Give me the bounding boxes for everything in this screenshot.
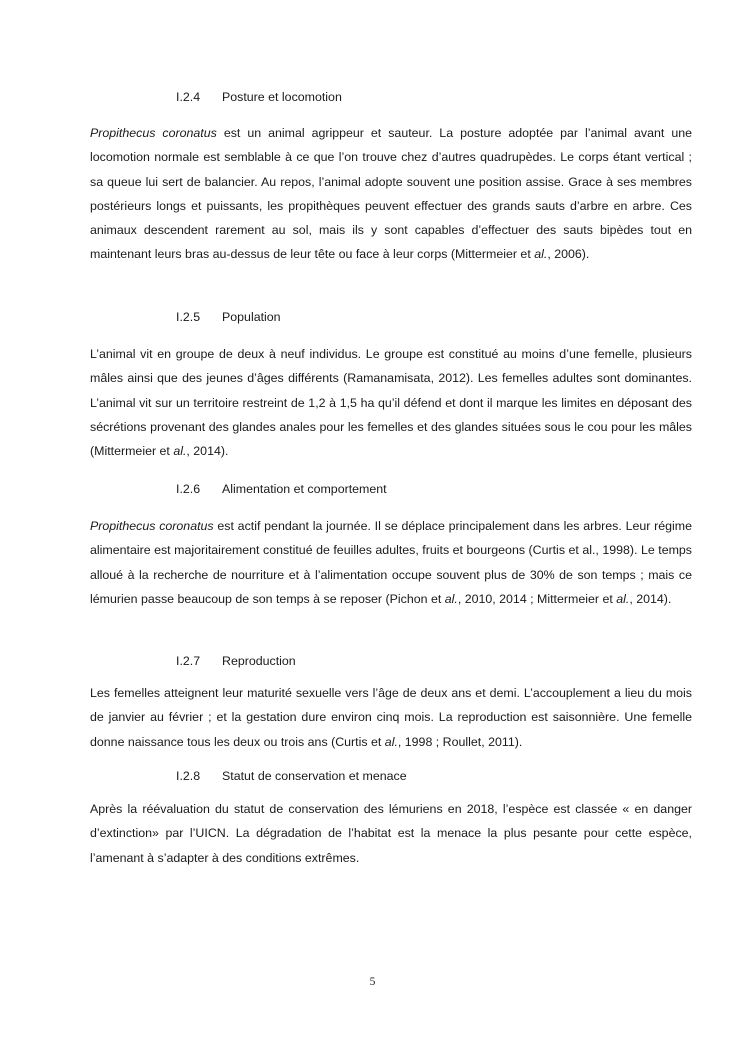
paragraph <box>90 121 692 267</box>
text-run: est un animal agrippeur et sauteur. La posture adoptée par l’animal avant une locomotion normale est semblable à ce que l’on trouve chez d’autres quadrupèdes. Le corps étant vertical ; sa queue lui sert de balancier. Au repos, l’animal adopte souvent une position assise. Grace à ses membres postérieurs longs et puissants, les propithèques peuvent effectuer des grands sauts d’arbre en arbre. Ces animaux descendent rarement au sol, mais ils y sont capables d’effectuer des sauts bipèdes tout en maintenant leurs bras au-dessus de leur tête ou face à leur corps (Mittermeier et <box>90 126 693 262</box>
text-run: , 2010, 2014 ; Mittermeier et <box>457 591 617 606</box>
species-name: Propithecus coronatus <box>90 126 217 140</box>
citation-al: al. <box>534 247 548 262</box>
section-number: I.2.6 <box>176 482 201 496</box>
species-name: Propithecus coronatus <box>90 519 214 533</box>
citation-al: al. <box>616 591 630 606</box>
section-heading <box>176 769 407 784</box>
section-heading <box>176 654 296 669</box>
section-number: I.2.7 <box>176 654 201 668</box>
section-title: Alimentation et comportement <box>222 482 387 496</box>
section-heading <box>176 482 387 497</box>
text-run: , 2014). <box>186 444 229 459</box>
text-run: , 1998 ; Roullet, 2011). <box>397 734 523 749</box>
paragraph <box>90 797 692 870</box>
section-heading <box>176 90 342 105</box>
paragraph <box>90 681 692 754</box>
citation-al: al. <box>444 591 458 606</box>
text-run: , 2006). <box>547 247 590 262</box>
text-run: Les femelles atteignent leur maturité sexuelle vers l’âge de deux ans et demi. L’accouplement a lieu du mois de janvier au février ; et la gestation dure environ cinq mois. La reproduction est saisonnière. Une femelle donne naissance tous les deux ou trois ans (Curtis et <box>90 686 692 749</box>
text-run: est actif pendant la journée. Il se déplace principalement dans les arbres. Leur régime alimentaire est majoritairement constitué de feuilles adultes, fruits et bourgeons (Curtis et al., 1998). Le temps alloué à la recherche de nourriture et à l’alimentation occupe souvent plus de 30% de son temps ; mais ce lémurien passe beaucoup de son temps à se reposer (Pichon et <box>90 519 693 606</box>
paragraph <box>90 342 692 463</box>
section-number: I.2.8 <box>176 769 201 783</box>
section-title: Statut de conservation et menace <box>222 769 407 783</box>
section-title: Reproduction <box>222 654 296 668</box>
section-title: Population <box>222 310 281 324</box>
paragraph <box>90 514 692 611</box>
section-number: I.2.5 <box>176 310 201 324</box>
page-number: 5 <box>369 976 376 988</box>
text-run: L’animal vit en groupe de deux à neuf individus. Le groupe est constitué au moins d’une femelle, plusieurs mâles ainsi que des jeunes d’âges différents (Ramanamisata, 2012). Les femelles adultes sont dominantes. L’animal vit sur un territoire restreint de 1,2 à 1,5 ha qu’il défend et dont il marque les limites en déposant des sécrétions provenant des glandes anales pour les femelles et des glandes situées sous le cou pour les mâles (Mittermeier et <box>90 347 692 459</box>
section-heading <box>176 310 281 325</box>
text-run: , 2014). <box>629 591 672 606</box>
section-number: I.2.4 <box>176 90 201 104</box>
citation-al: al. <box>384 734 398 749</box>
citation-al: al. <box>173 444 187 459</box>
text-run: Après la réévaluation du statut de conservation des lémuriens en 2018, l’espèce est classée « en danger d’extinction» par l’UICN. La dégradation de l’habitat est la menace la plus pesante pour cette espèce, l’amenant à s’adapter à des conditions extrêmes. <box>90 802 692 865</box>
section-title: Posture et locomotion <box>222 90 342 104</box>
